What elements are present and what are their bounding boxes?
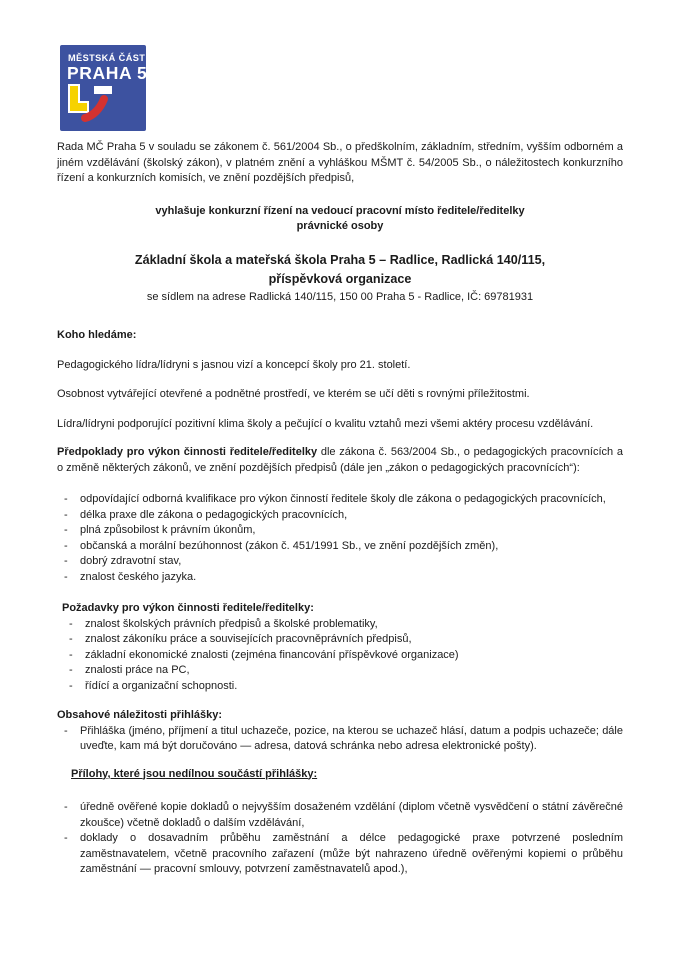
predpoklady-list-item: - občanská a morální bezúhonnost (zákon č. 451/1991 Sb., ve znění pozdějších změn), [57,539,623,555]
section-pozadavky [62,601,623,694]
predpoklady-list [57,492,623,585]
koho-paragraph-line: Pedagogického lídra/lídryni s jasnou vizí a koncepcí školy pro 21. století. [57,358,411,371]
predpoklady-lead-paragraph [57,445,623,476]
announcement-line2: právnické osoby [296,220,384,232]
predpoklady-list-item: - délka praxe dle zákona o pedagogických pracovnících, [57,508,623,524]
koho-paragraph-line: Lídra/lídryni podporující pozitivní klima školy a pečující o kvalitu vztahů mezi všemi aktéry procesu vzdělávání. [57,417,594,430]
section-heading-obsahove: Obsahové náležitosti přihlášky: [57,709,223,721]
prilohy-list-item: - úředně ověřené kopie dokladů o nejvyšším dosaženém vzdělání (diplom včetně vysvědčení o státní závěrečné zkoušce) včetně dokladů o dalším vzdělávání, [57,800,623,831]
koho-paragraph-line: Osobnost vytvářející otevřené a podnětné prostředí, ve kterém se učí děti s rovnými příležitostmi. [57,388,530,400]
obsahove-list-item: - Přihláška (jméno, příjmení a titul uchazeče, pozice, na kterou se uchazeč hlásí, datum a podpis uchazeče; dále uveďte, kam má být doručováno — adresa, datová schránka nebo adresa elektronické pošty). [57,724,623,755]
praha5-logo [60,45,146,131]
section-heading-prilohy: Přílohy, které jsou nedílnou součástí přihlášky: [71,767,318,780]
obsahove-list [57,724,623,755]
predpoklady-list-item: - znalost českého jazyka. [57,570,623,586]
section-heading-koho-hledame: Koho hledáme: [57,329,137,341]
pozadavky-list [62,617,623,695]
praha5-logo-graphic [60,45,146,131]
school-title [57,251,623,289]
announcement-block [57,204,623,235]
school-address: se sídlem na adrese Radlická 140/115, 150 00 Praha 5 - Radlice, IČ: 69781931 [146,290,534,303]
predpoklady-list-item: - dobrý zdravotní stav, [57,554,623,570]
school-title-line1: Základní škola a mateřská škola Praha 5 – Radlice, Radlická 140/115, [134,252,546,267]
prilohy-list-item: - doklady o dosavadním průběhu zaměstnání a délce pedagogické praxe potvrzené posledním zaměstnavatelem, včetně pracovního zařazení (může být nahrazeno úředně ověřenými kopiemi o průběhu zaměstnání — pracovní smlouvy, potvrzení zaměstnavatelů apod.), [57,831,623,878]
predpoklady-list-item: - odpovídající odborná kvalifikace pro výkon činností ředitele školy dle zákona o pedagogických pracovnících, [57,492,623,508]
announcement-line1: vyhlašuje konkurzní řízení na vedoucí pracovní místo ředitele/ředitelky [155,204,525,217]
pozadavky-list-item: - základní ekonomické znalosti (zejména financování příspěvkové organizace) [62,648,623,664]
predpoklady-lead-bold: Předpoklady pro výkon činnosti ředitele/ředitelky [57,446,318,458]
predpoklady-list-item: - plná způsobilost k právním úkonům, [57,523,623,539]
logo-text-mestska-cast: MĚSTSKÁ ČÁST [68,53,146,63]
logo-text-praha5: PRAHA 5 [67,63,146,83]
section-heading-pozadavky: Požadavky pro výkon činnosti ředitele/ředitelky: [62,602,314,614]
predpoklady-lead-rest: dle zákona č. 563/2004 Sb., o pedagogických pracovnících a o změně některých zákonů, ve znění pozdějších předpisů (dále jen „zákon o pedagogických pracovnících“): [57,446,623,474]
pozadavky-list-item: - znalost zákoníku práce a souvisejících pracovněprávních předpisů, [62,632,623,648]
prilohy-list [57,800,623,878]
pozadavky-list-item: - znalosti práce na PC, [62,663,623,679]
pozadavky-list-item: - řídící a organizační schopnosti. [62,679,623,695]
section-obsahove [57,708,623,755]
intro-paragraph: Rada MČ Praha 5 v souladu se zákonem č. 561/2004 Sb., o předškolním, základním, středním, vyšším odborném a jiném vzdělávání (školský zákon), v platném znění a vyhláškou MŠMT č. 54/2005 Sb., o náležitostech konkurzního řízení a konkurzních komisích, ve znění pozdějších předpisů, [57,141,623,184]
logo-white-dash [94,86,112,94]
school-title-line2: příspěvková organizace [268,271,412,286]
koho-paragraphs [57,358,623,433]
pozadavky-list-item: - znalost školských právních předpisů a školské problematiky, [62,617,623,633]
